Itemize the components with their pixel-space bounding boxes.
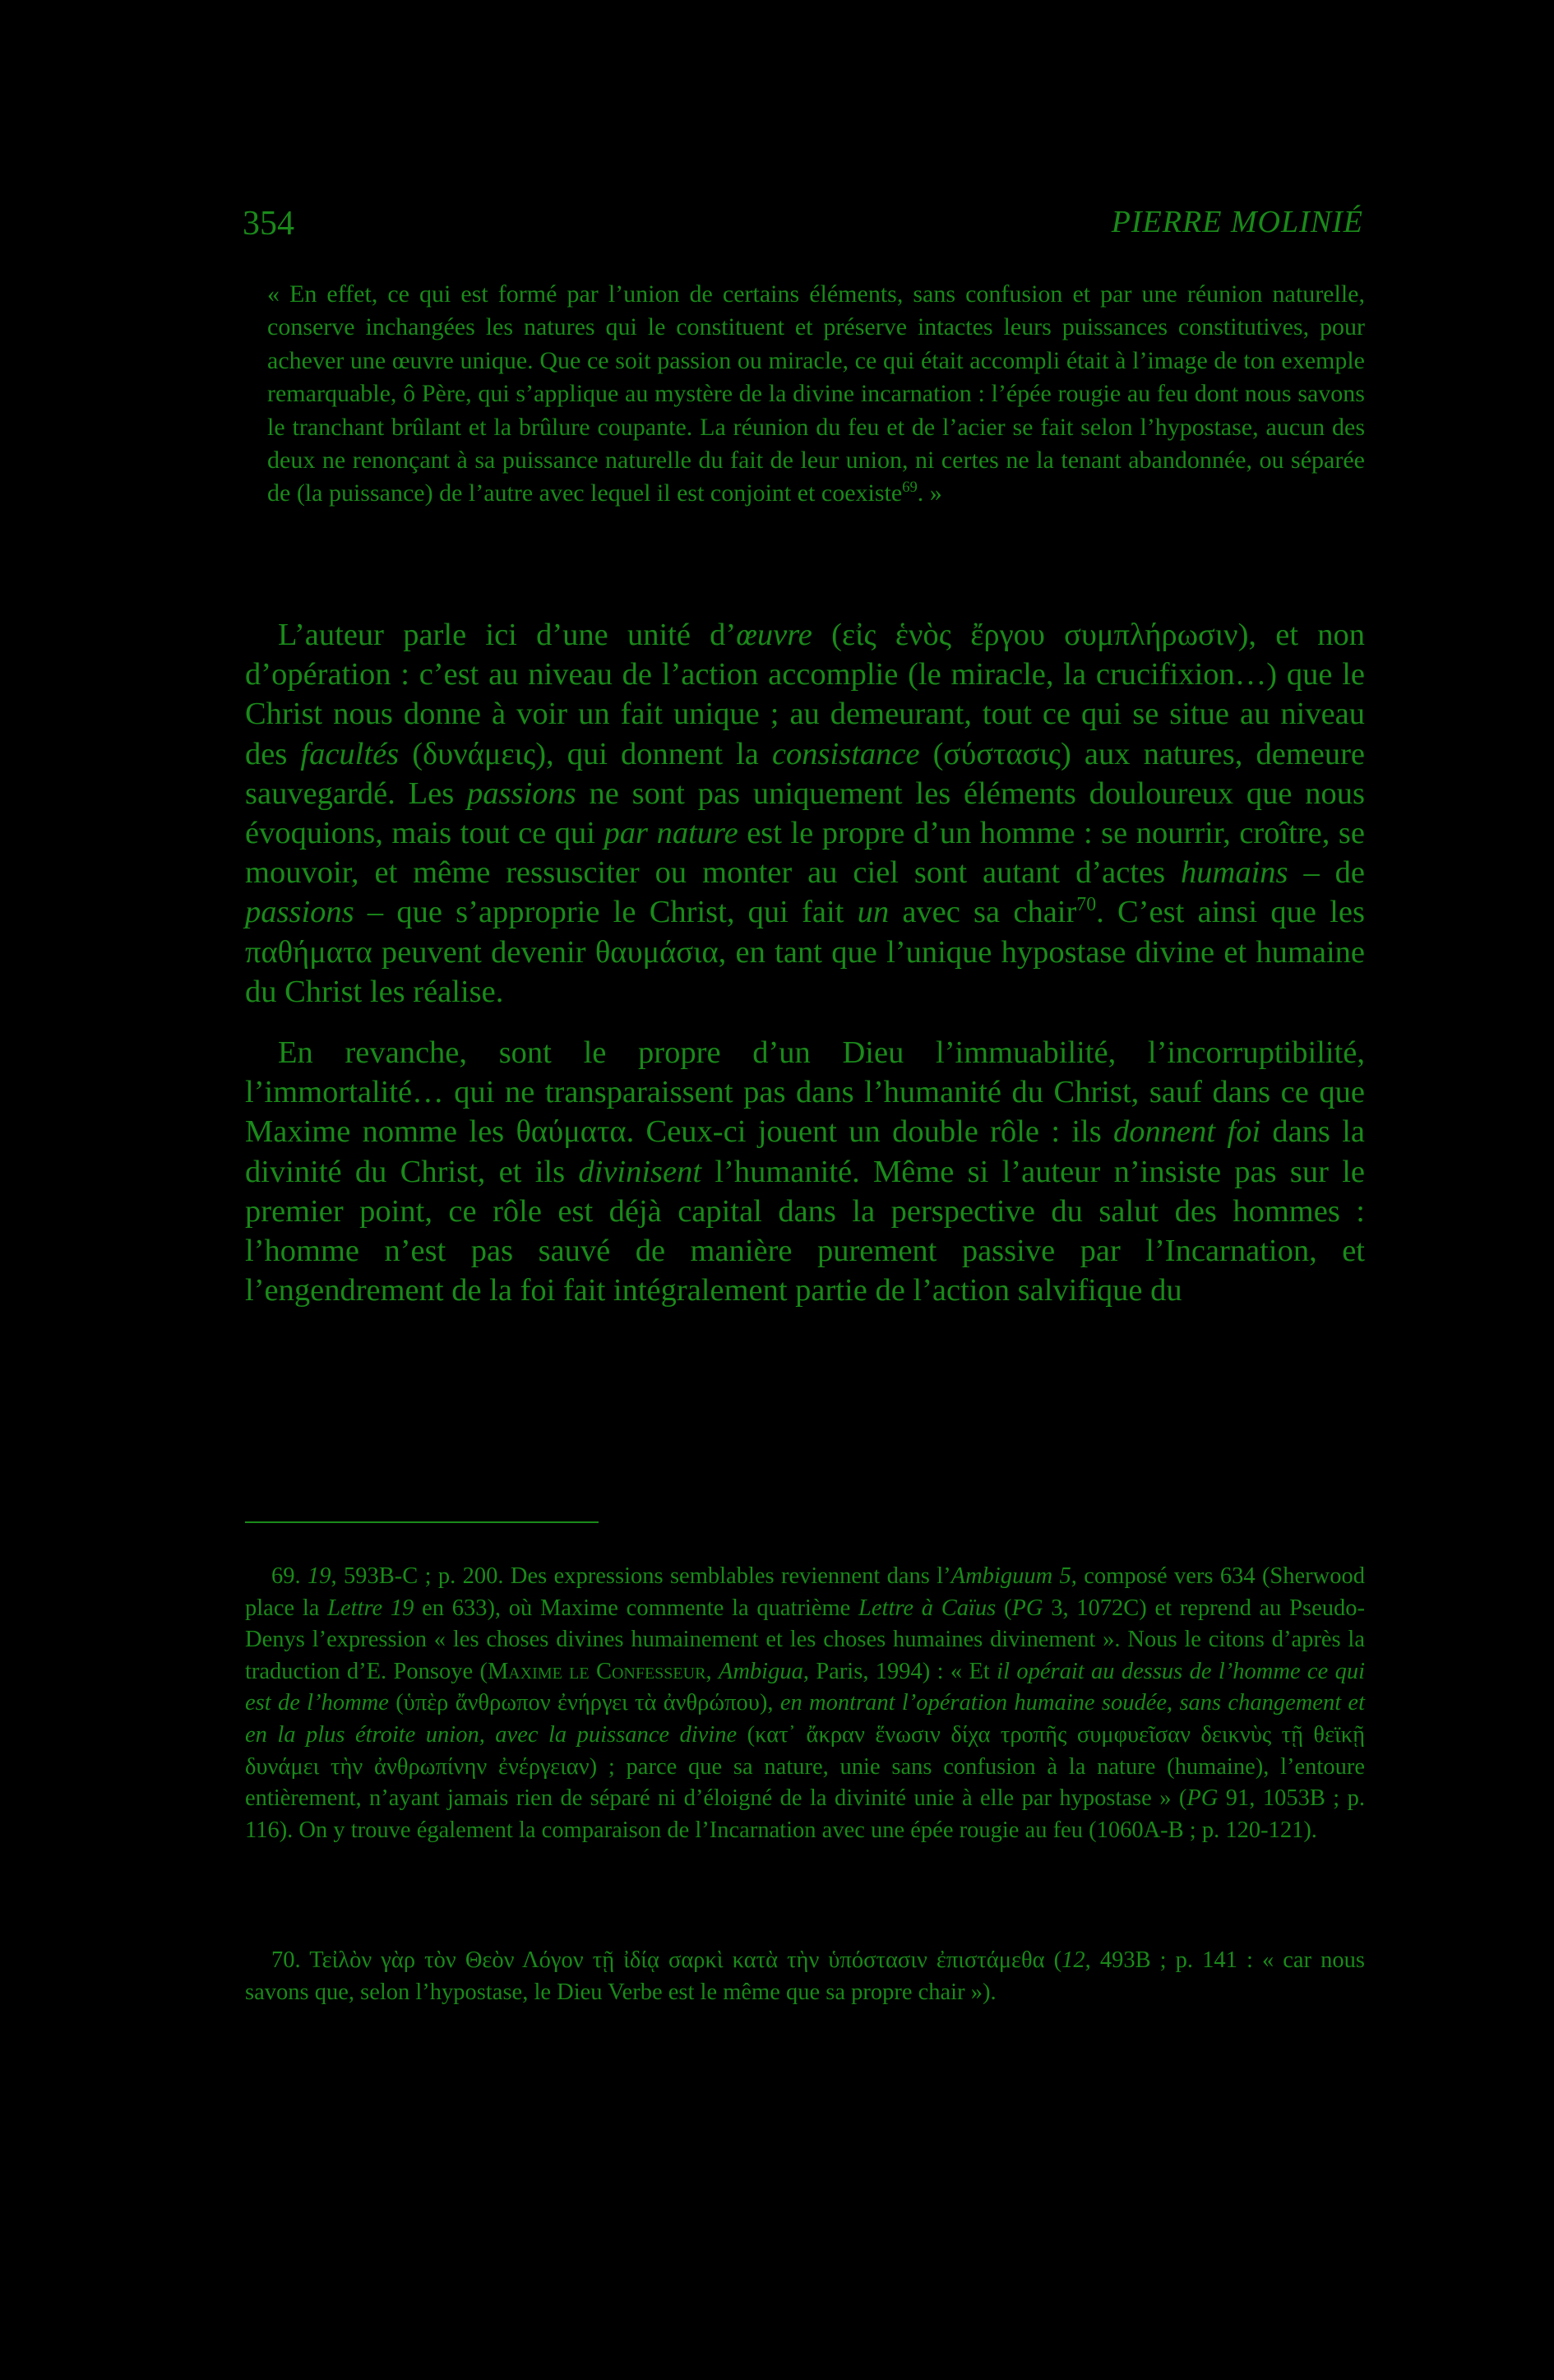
text-run: , composé vers 634 (Sherwood place la <box>245 1563 1366 1621</box>
running-head: PIERRE MOLINIÉ <box>1111 205 1363 239</box>
text-run: est le propre d’un homme : se nourrir, croître, se mouvoir, et même ressusciter ou monter au ciel sont autant d’actes <box>245 816 1365 891</box>
text-run: – de <box>1288 855 1365 891</box>
emphasis: Ambiguum 5 <box>950 1563 1071 1589</box>
emphasis: passions <box>467 776 576 811</box>
emphasis: facultés <box>300 736 400 771</box>
text-run: , 593B-C ; p. 200. Des expressions semblables reviennent dans l’ <box>331 1563 951 1589</box>
text-run: 70. Τεἰλὸν γὰρ τὸν Θεὸν Λόγον τῇ ἰδίᾳ σαρκὶ κατὰ τὴν ὑπόστασιν ἐπιστάμεθα ( <box>271 1947 1062 1973</box>
text-run: l’humanité. Même si l’auteur n’insiste pas sur le premier point, ce rôle est déjà capital dans la perspective du salut des hommes : l’homme n’est pas sauvé de manière purement passive par l’Incarnation, et l’engendrement de la foi fait intégralement partie de l’action salvifique du <box>245 1154 1365 1308</box>
text-run: avec sa chair <box>889 895 1077 930</box>
text-run: (σύστασις) aux natures, demeure sauvegardé. Les <box>245 736 1365 811</box>
page-number: 354 <box>243 205 294 243</box>
text-run: – que s’approprie le Christ, qui fait <box>354 895 858 930</box>
block-quotation <box>267 278 1365 511</box>
emphasis: divinisent <box>578 1154 702 1189</box>
text-run: 69. <box>271 1563 308 1589</box>
page-header <box>243 204 1363 253</box>
text-run: ne sont pas uniquement les éléments douloureux que nous évoquions, mais tout ce qui <box>245 776 1365 851</box>
emphasis: il opérait au dessus de l’homme ce qui est de l’homme <box>245 1658 1365 1716</box>
emphasis: PG <box>1011 1595 1043 1621</box>
emphasis: consistance <box>771 736 920 771</box>
emphasis: un <box>857 895 890 930</box>
emphasis: Lettre à Caïus <box>858 1595 997 1621</box>
emphasis: passions <box>245 895 354 930</box>
footnote-69 <box>245 1561 1365 1846</box>
text-run: (κατ᾽ ἄκραν ἕνωσιν δίχα τροπῆς συμφυεῖσαν δεικνὺς τῇ θεϊκῇ δυνάμει τὴν ἀνθρωπίνην ἐνέργειαν) ; parce que sa nature, unie sans confusion à la nature (humaine), l’entoure entièrement, n’ayant jamais rien de séparé ni d’éloigné de la divinité unie à elle par hypostase » ( <box>245 1721 1365 1812</box>
text-run: (δυνάμεις), qui donnent la <box>399 736 772 771</box>
text-run: dans la divinité du Christ, et ils <box>245 1114 1366 1189</box>
text-run: . C’est ainsi que les παθήματα peuvent devenir θαυμάσια, en tant que l’unique hypostase divine et humaine du Christ les réalise. <box>245 895 1365 1009</box>
emphasis: donnent foi <box>1113 1114 1261 1150</box>
emphasis: œuvre <box>736 618 812 652</box>
emphasis: Lettre 19 <box>327 1595 414 1621</box>
text-run: En revanche, sont le propre d’un Dieu l’immuabilité, l’incorruptibilité, l’immortalité… qui ne transparaissent pas dans l’humanité du Christ, sauf dans ce que Maxime nomme les θαύματα. Ceux-ci jouent un double rôle : ils <box>245 1035 1365 1150</box>
quote-text: « En effet, ce qui est formé par l’union de certains éléments, sans confusion et par une réunion naturelle, conserve inchangées les natures qui le constituent et préserve intactes leurs puissances constitutives, pour achever une œuvre unique. Que ce soit passion ou miracle, ce qui était accompli était à l’image de ton exemple remarquable, ô Père, qui s’applique au mystère de la divine incarnation : l’épée rougie au feu dont nous savons le tranchant brûlant et la brûlure coupante. La réunion du feu et de l’acier se fait selon l’hypostase, aucun des deux ne renonçant à sa puissance naturelle du fait de leur union, ni certes ne la tenant abandonnée, ou séparée de (la puissance) de l’autre avec lequel il est conjoint et coexiste <box>267 280 1365 507</box>
footnote-70 <box>245 1945 1365 2008</box>
text-run: , 493B ; p. 141 : « car nous savons que, selon l’hypostase, le Dieu Verbe est le même que sa propre chair »). <box>245 1947 1365 2005</box>
footnote-separator <box>245 1521 599 1523</box>
text-run: en 633), où Maxime commente la quatrième <box>414 1595 859 1621</box>
small-caps-name: Maxime le Confesseur <box>487 1658 706 1684</box>
emphasis: 19 <box>308 1563 331 1589</box>
text-run: , Paris, 1994) : « Et <box>802 1658 997 1684</box>
text-run: (ὑπὲρ ἄνθρωπον ἐνήργει τὰ ἀνθρώπου), <box>388 1690 780 1716</box>
quote-close: . » <box>917 479 942 507</box>
emphasis: en montrant l’opération humaine soudée, sans changement et en la plus étroite union, avec la puissance divine <box>245 1690 1366 1748</box>
body-paragraph-1 <box>245 615 1365 1012</box>
footnote-ref-69[interactable]: 69 <box>902 479 918 497</box>
emphasis: par nature <box>604 816 738 851</box>
text-run: 91, 1053B ; p. 116). On y trouve également la comparaison de l’Incarnation avec une épée rougie au feu (1060A-B ; p. 120-121). <box>245 1785 1365 1843</box>
text-run: 3, 1072C) et reprend au Pseudo-Denys l’expression « les choses divines humainement et les choses humaines divinement ». Nous le citons d’après la traduction d’E. Ponsoye ( <box>245 1595 1365 1684</box>
emphasis: PG <box>1186 1785 1219 1812</box>
footnote-ref-70[interactable]: 70 <box>1076 894 1097 916</box>
text-run: (εἰς ἑνὸς ἔργου συμπλήρωσιν), et non d’opération : c’est au niveau de l’action accomplie (le miracle, la crucifixion…) que le Christ nous donne à voir un fait unique ; au demeurant, tout ce qui se situe au niveau des <box>245 618 1365 771</box>
body-paragraph-2 <box>245 1033 1365 1310</box>
text-run: L’auteur parle ici d’une unité d’ <box>278 618 737 652</box>
emphasis: Ambigua <box>718 1658 803 1684</box>
emphasis: humains <box>1181 855 1288 891</box>
text-run: , <box>705 1658 719 1684</box>
emphasis: 12 <box>1061 1947 1085 1973</box>
text-run: ( <box>996 1595 1012 1621</box>
